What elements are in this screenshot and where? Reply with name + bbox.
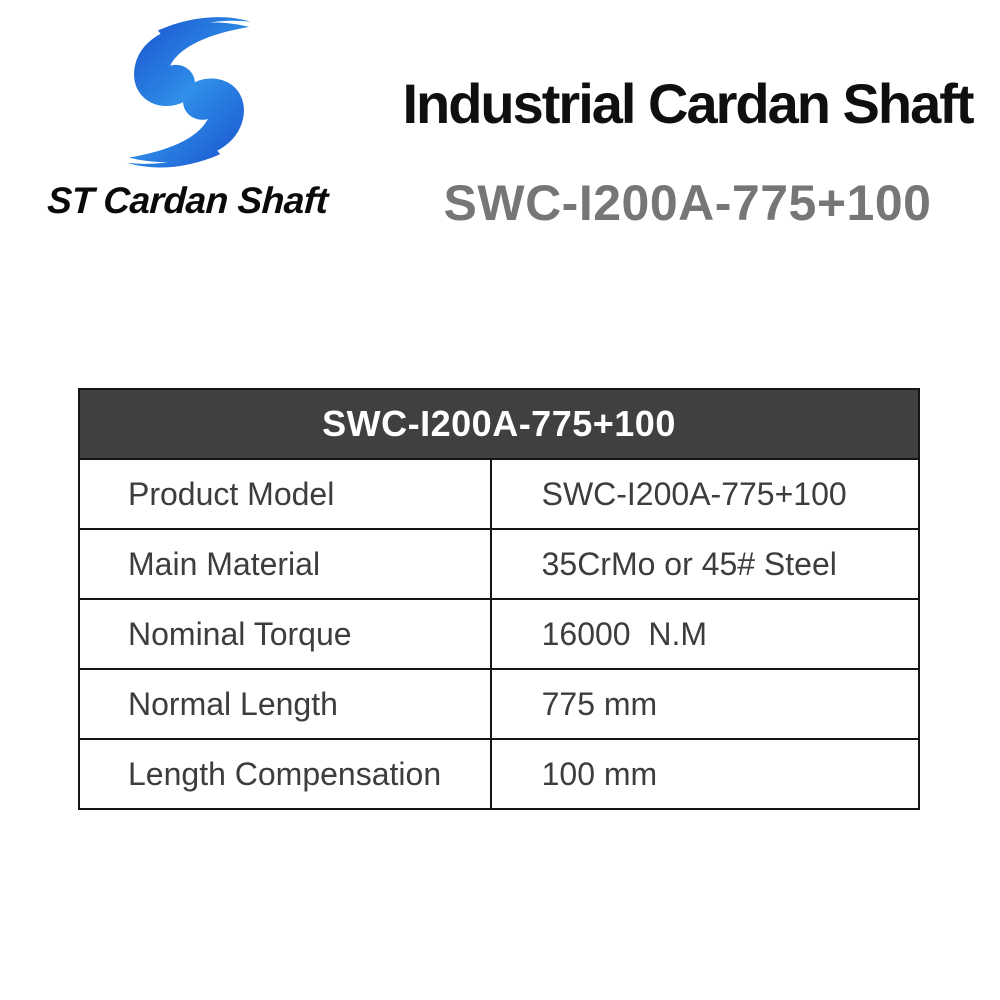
title-block — [375, 0, 1000, 260]
brand-name: ST Cardan Shaft — [46, 180, 329, 221]
spec-value: 16000 N.M — [491, 599, 919, 669]
spec-label: Product Model — [79, 459, 491, 529]
swirl-s-logo-icon — [103, 16, 275, 172]
table-row — [79, 739, 919, 809]
brand-logo — [0, 0, 375, 260]
spec-table — [78, 388, 920, 810]
spec-table-header-row — [79, 389, 919, 459]
table-row — [79, 599, 919, 669]
spec-value: 35CrMo or 45# Steel — [491, 529, 919, 599]
spec-label: Nominal Torque — [79, 599, 491, 669]
spec-label: Length Compensation — [79, 739, 491, 809]
spec-label: Main Material — [79, 529, 491, 599]
table-row — [79, 669, 919, 739]
spec-value: 100 mm — [491, 739, 919, 809]
spec-table-title: SWC-I200A-775+100 — [79, 389, 919, 459]
table-row — [79, 529, 919, 599]
spec-value: 775 mm — [491, 669, 919, 739]
spec-label: Normal Length — [79, 669, 491, 739]
page-header — [0, 0, 1000, 260]
page-title: Industrial Cardan Shaft — [402, 72, 973, 135]
product-model-title: SWC-I200A-775+100 — [443, 175, 932, 231]
spec-value: SWC-I200A-775+100 — [491, 459, 919, 529]
table-row — [79, 459, 919, 529]
